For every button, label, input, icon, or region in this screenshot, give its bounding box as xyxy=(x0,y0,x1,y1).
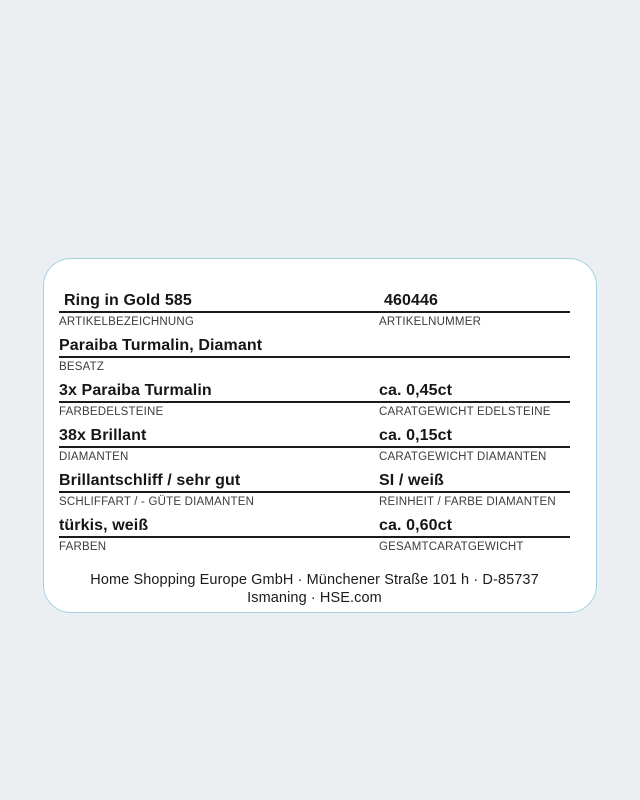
article-name-value: Ring in Gold 585 xyxy=(64,292,192,309)
article-name-label: ARTIKELBEZEICHNUNG xyxy=(59,316,195,328)
spec-labels xyxy=(59,358,570,375)
besatz-value: Paraiba Turmalin, Diamant xyxy=(59,337,263,354)
spec-values xyxy=(59,381,570,403)
spec-values xyxy=(59,291,570,313)
spec-row-diamonds xyxy=(59,426,570,465)
besatz-label-right xyxy=(379,360,570,375)
total-carat-value: ca. 0,60ct xyxy=(379,517,453,534)
spec-row-colors xyxy=(59,516,570,555)
spec-values xyxy=(59,426,570,448)
colors-value: türkis, weiß xyxy=(59,517,149,534)
diamonds-value: 38x Brillant xyxy=(59,427,147,444)
cut-label: SCHLIFFART / - GÜTE DIAMANTEN xyxy=(59,496,255,508)
diamonds-label: DIAMANTEN xyxy=(59,451,129,463)
article-number-value: 460446 xyxy=(384,292,438,309)
spec-labels xyxy=(59,403,570,420)
product-spec-card xyxy=(43,258,597,613)
spec-labels xyxy=(59,493,570,510)
spec-labels xyxy=(59,538,570,555)
spec-row-besatz xyxy=(59,336,570,375)
gemstones-carat-value: ca. 0,45ct xyxy=(379,382,453,399)
spec-labels xyxy=(59,313,570,330)
diamonds-carat-value: ca. 0,15ct xyxy=(379,427,453,444)
spec-row-cut-clarity xyxy=(59,471,570,510)
clarity-label: REINHEIT / FARBE DIAMANTEN xyxy=(379,496,556,508)
clarity-value: SI / weiß xyxy=(379,472,444,489)
article-number-label: ARTIKELNUMMER xyxy=(379,316,482,328)
diamonds-carat-label: CARATGEWICHT DIAMANTEN xyxy=(379,451,547,463)
spec-values xyxy=(59,516,570,538)
spec-labels xyxy=(59,448,570,465)
company-address-footer: Home Shopping Europe GmbH · Münchener Straße 101 h · D-85737 Ismaning · HSE.com xyxy=(90,572,539,606)
colors-label: FARBEN xyxy=(59,541,107,553)
gemstones-value: 3x Paraiba Turmalin xyxy=(59,382,212,399)
besatz-label: BESATZ xyxy=(59,361,105,373)
spec-row-gemstones xyxy=(59,381,570,420)
spec-values xyxy=(59,336,570,358)
gemstones-label: FARBEDELSTEINE xyxy=(59,406,164,418)
spec-row-article xyxy=(59,291,570,330)
cut-value: Brillantschliff / sehr gut xyxy=(59,472,241,489)
spec-values xyxy=(59,471,570,493)
total-carat-label: GESAMTCARATGEWICHT xyxy=(379,541,524,553)
gemstones-carat-label: CARATGEWICHT EDELSTEINE xyxy=(379,406,551,418)
